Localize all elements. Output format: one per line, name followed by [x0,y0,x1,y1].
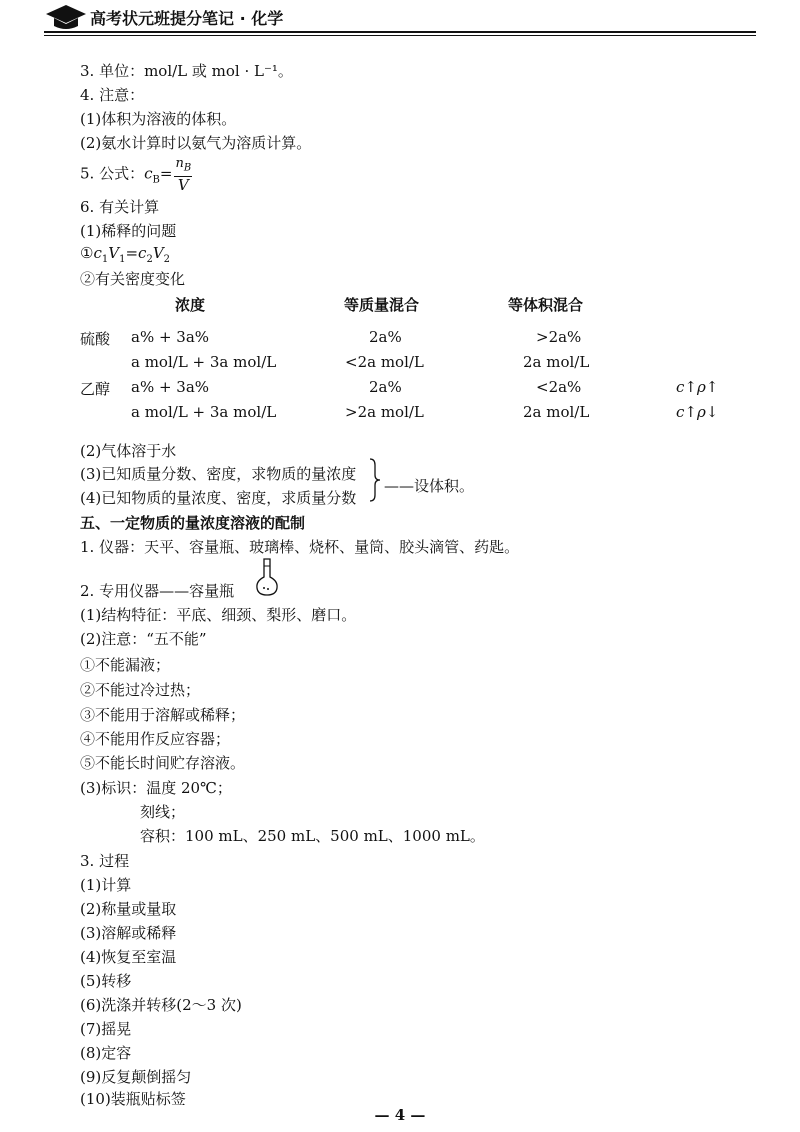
process-step: (10)装瓶贴标签 [80,1090,186,1108]
table-cell-vol-mix: 2a mol/L [523,403,590,421]
process-step: (7)摇晃 [80,1020,132,1038]
rule-5: ⑤不能长时间贮存溶液。 [80,754,246,772]
table-cell-mass-mix: <2a mol/L [345,353,424,371]
calc-3: (3)已知质量分数、密度，求物质的量浓度 [80,465,357,483]
calc-4: (4)已知物质的量浓度、密度，求质量分数 [80,489,357,507]
table-cell-substance: 乙醇 [80,380,111,398]
table-cell-conc: a mol/L + 3a mol/L [131,353,277,371]
dilution-formula: $①c_1V_1=c_2V_2$ [80,244,171,265]
table-cell-vol-mix: >2a% [536,328,582,346]
table-cell-vol-mix: 2a mol/L [523,353,590,371]
table-cell-conc: a% + 3a% [131,328,210,346]
table-cell-mass-mix: 2a% [369,328,402,346]
process-step: (6)洗涤并转移(2～3 次) [80,996,242,1014]
table-cell-conc: a% + 3a% [131,378,210,396]
formula-label: 5. 公式： [80,164,145,183]
table-cell-mass-mix: 2a% [369,378,402,396]
rule-4: ④不能用作反应容器； [80,730,231,748]
caution-line: (2)注意：“五不能” [80,630,207,648]
note-1: (1)体积为溶液的体积。 [80,110,237,128]
note-title: 4. 注意： [80,86,145,104]
process-step: (4)恢复至室温 [80,948,177,966]
process-step: (9)反复颠倒摇匀 [80,1068,192,1086]
unit-line: 3. 单位：mol/L 或 mol · L⁻¹。 [80,62,293,80]
special-instrument: 2. 专用仪器——容量瓶 [80,582,235,600]
process-title: 3. 过程 [80,852,130,870]
process-step: (2)称量或量取 [80,900,177,918]
header-title: 高考状元班提分笔记 · 化学 [90,9,284,28]
formula-line: 5. 公式：$c_B=$ $\frac{n_B}{V}$ [80,156,192,194]
dilution-formula-label: ① [80,244,94,262]
header-rule [44,31,756,33]
table-cell-mass-mix: >2a mol/L [345,403,424,421]
process-step: (5)转移 [80,972,132,990]
mark-line: (3)标识：温度 20℃； [80,779,232,797]
table-header-vol-mix: 等体积混合 [508,296,584,314]
instruments-line: 1. 仪器：天平、容量瓶、玻璃棒、烧杯、量筒、胶头滴管、药匙。 [80,538,520,556]
rule-3: ③不能用于溶解或稀释； [80,706,246,724]
table-cell-note: c↑ρ↑ [676,378,719,396]
note-2: (2)氨水计算时以氨气为溶质计算。 [80,134,312,152]
page-number: — 4 — [374,1106,426,1124]
table-cell-note: c↑ρ↓ [676,403,719,421]
rule-1: ①不能漏液； [80,656,171,674]
dilution-title: (1)稀释的问题 [80,222,177,240]
table-header-mass-mix: 等质量混合 [344,296,420,314]
rule-2: ②不能过冷过热； [80,681,201,699]
table-cell-vol-mix: <2a% [536,378,582,396]
process-step: (8)定容 [80,1044,132,1062]
formula-fraction: $\frac{n_B}{V}$ [175,156,192,194]
calc-suffix: ——设体积。 [384,477,475,495]
structure-line: (1)结构特征：平底、细颈、梨形、磨口。 [80,606,357,624]
section-5-title: 五、一定物质的量浓度溶液的配制 [80,514,306,532]
density-title: ②有关密度变化 [80,270,186,288]
process-step: (3)溶解或稀释 [80,924,177,942]
mark-line-3: 容积：100 mL、250 mL、500 mL、1000 mL。 [140,827,485,845]
process-step: (1)计算 [80,876,132,894]
mark-line-2: 刻线； [140,803,186,821]
volumetric-flask-icon [254,557,280,597]
table-cell-conc: a mol/L + 3a mol/L [131,403,277,421]
graduation-cap-icon [44,2,88,32]
right-brace [368,457,382,503]
table-cell-substance: 硫酸 [80,330,111,348]
table-header-conc: 浓度 [175,296,206,314]
calc-title: 6. 有关计算 [80,198,160,216]
gas-dissolve: (2)气体溶于水 [80,442,177,460]
header-rule-thin [44,35,756,36]
